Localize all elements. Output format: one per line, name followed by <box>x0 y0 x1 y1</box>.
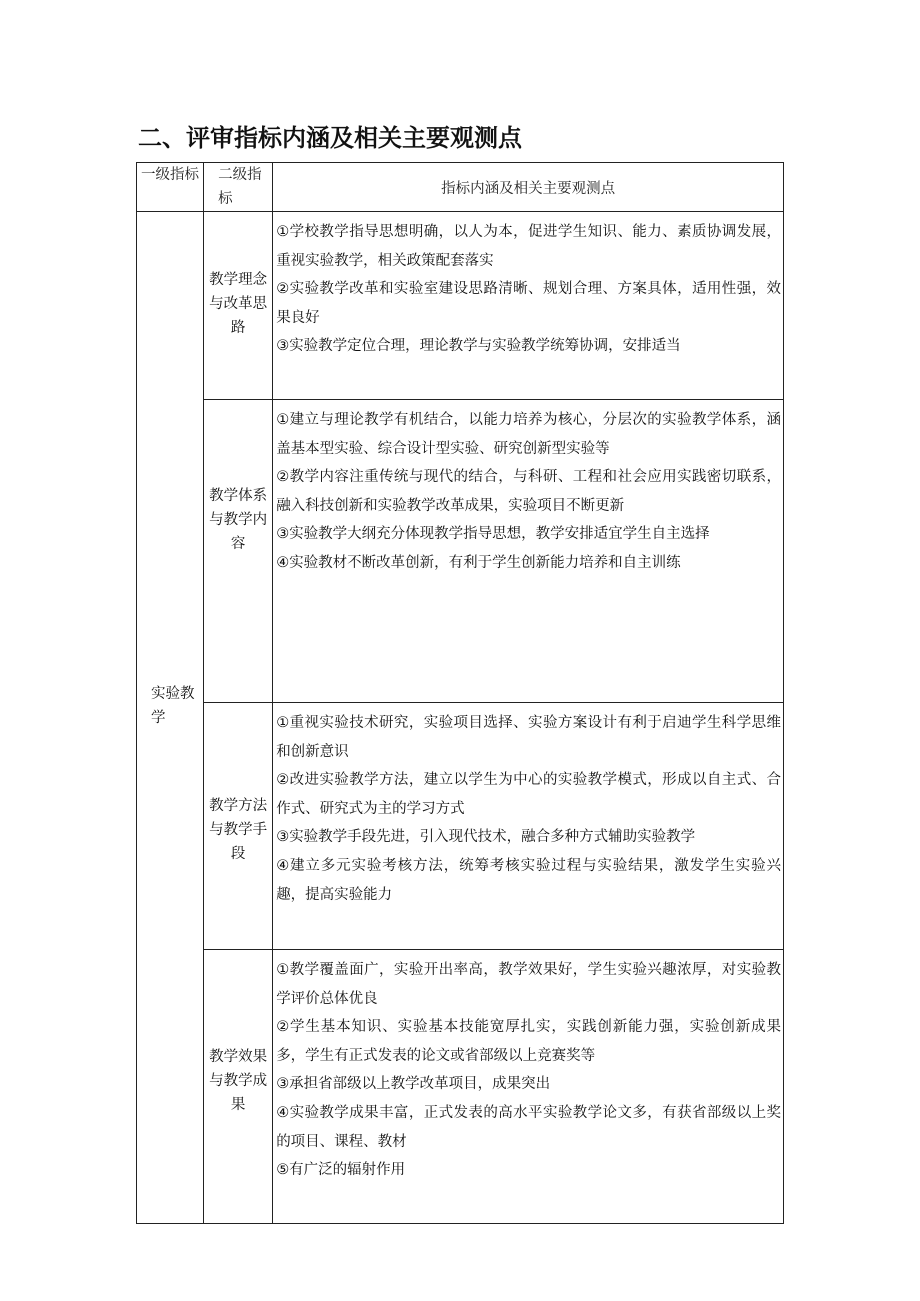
observation-point: ④建立多元实验考核方法，统筹考核实验过程与实验结果，激发学生实验兴趣，提高实验能力 <box>276 857 781 903</box>
evaluation-table <box>136 162 784 1224</box>
points-cell <box>273 703 784 950</box>
header-level2: 二级指标 <box>204 163 273 212</box>
level1-label: 实验教学 <box>151 685 195 726</box>
level2-cell <box>204 950 273 1224</box>
observation-point: ④实验教学成果丰富，正式发表的高水平实验教学论文多，有获省部级以上奖的项目、课程、教材 <box>276 1104 781 1150</box>
table-row <box>137 212 784 400</box>
observation-point: ②学生基本知识、实验基本技能宽厚扎实，实践创新能力强，实验创新成果多，学生有正式发表的论文或省部级以上竞赛奖等 <box>276 1019 781 1064</box>
observation-point: ⑤有广泛的辐射作用 <box>276 1162 406 1179</box>
level2-cell <box>204 212 273 400</box>
observation-point: ③实验教学大纲充分体现教学指导思想，教学安排适宜学生自主选择 <box>276 526 710 543</box>
level2-cell <box>204 703 273 950</box>
observation-point: ②教学内容注重传统与现代的结合，与科研、工程和社会应用实践密切联系，融入科技创新和实验教学改革成果，实验项目不断更新 <box>276 469 781 514</box>
level2-label: 教学理念与改革思路 <box>209 271 268 336</box>
observation-point: ①教学覆盖面广，实验开出率高，教学效果好，学生实验兴趣浓厚，对实验教学评价总体优良 <box>276 962 781 1007</box>
observation-point: ③实验教学手段先进，引入现代技术，融合多种方式辅助实验教学 <box>276 829 696 846</box>
table-header-row <box>137 163 784 212</box>
level2-label: 教学方法与教学手段 <box>209 798 268 862</box>
points-cell <box>273 950 784 1224</box>
level2-label: 教学效果与教学成果 <box>209 1048 268 1113</box>
points-cell <box>273 400 784 703</box>
header-level1: 一级指标 <box>137 163 204 212</box>
observation-point: ③实验教学定位合理，理论教学与实验教学统筹协调，安排适当 <box>276 338 681 355</box>
section-title: 二、评审指标内涵及相关主要观测点 <box>138 124 522 152</box>
observation-point: ②实验教学改革和实验室建设思路清晰、规划合理、方案具体，适用性强，效果良好 <box>276 281 781 326</box>
table-row <box>137 400 784 703</box>
table-row <box>137 950 784 1224</box>
level2-cell <box>204 400 273 703</box>
table-row <box>137 703 784 950</box>
observation-point: ①建立与理论教学有机结合，以能力培养为核心，分层次的实验教学体系，涵盖基本型实验、综合设计型实验、研究创新型实验等 <box>276 412 781 457</box>
level1-cell <box>137 212 204 1224</box>
header-points: 指标内涵及相关主要观测点 <box>273 163 784 212</box>
observation-point: ②改进实验教学方法，建立以学生为中心的实验教学模式，形成以自主式、合作式、研究式为主的学习方式 <box>276 772 781 817</box>
observation-point: ①学校教学指导思想明确，以人为本，促进学生知识、能力、素质协调发展，重视实验教学，相关政策配套落实 <box>276 224 781 269</box>
level2-label: 教学体系与教学内容 <box>209 488 268 552</box>
observation-point: ③承担省部级以上教学改革项目，成果突出 <box>276 1076 551 1093</box>
observation-point: ①重视实验技术研究，实验项目选择、实验方案设计有利于启迪学生科学思维和创新意识 <box>276 715 781 760</box>
observation-point: ④实验教材不断改革创新，有利于学生创新能力培养和自主训练 <box>276 554 681 571</box>
points-cell <box>273 212 784 400</box>
